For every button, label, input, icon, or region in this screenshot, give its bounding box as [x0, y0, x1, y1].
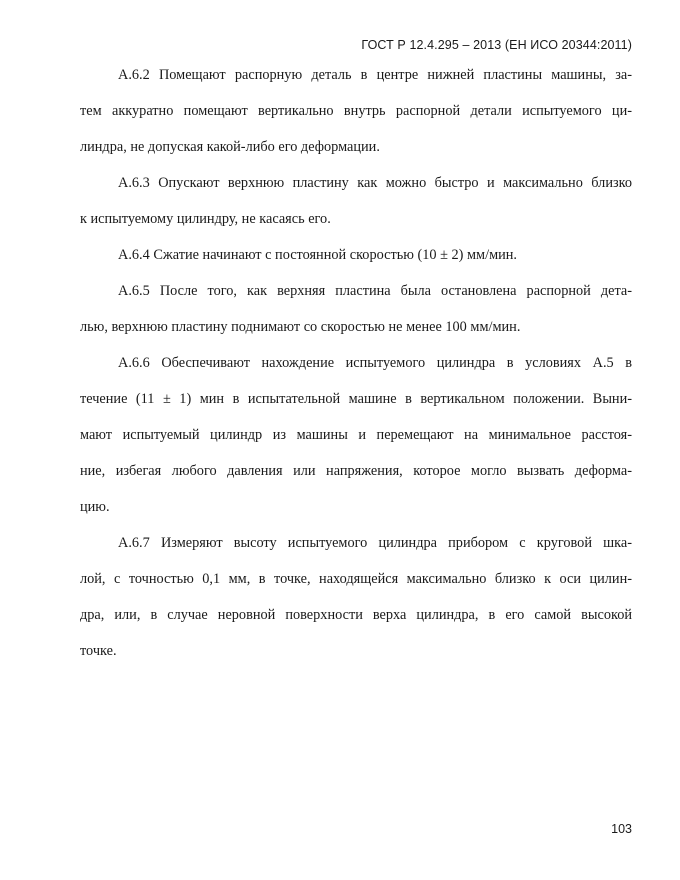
- paragraph-a67-line-4: точке.: [80, 643, 117, 659]
- paragraph-a66-line-3: мают испытуемый цилиндр из машины и перемещают на минимальное расстоя-: [80, 427, 632, 443]
- paragraph-a67-line-2: лой, с точностью 0,1 мм, в точке, находящейся максимально близко к оси цилин-: [80, 571, 632, 587]
- paragraph-a62-line-3: линдра, не допуская какой-либо его деформации.: [80, 139, 380, 155]
- paragraph-a66-line-5: цию.: [80, 499, 110, 515]
- paragraph-a62-line-2: тем аккуратно помещают вертикально внутрь распорной детали испытуемого ци-: [80, 103, 632, 119]
- paragraph-a66-line-2: течение (11 ± 1) мин в испытательной машине в вертикальном положении. Выни-: [80, 391, 632, 407]
- page-number: 103: [611, 822, 632, 836]
- paragraph-a63-line-2: к испытуемому цилиндру, не касаясь его.: [80, 211, 331, 227]
- paragraph-a64-line-1: А.6.4 Сжатие начинают с постоянной скоростью (10 ± 2) мм/мин.: [118, 247, 517, 263]
- paragraph-a62-line-1: А.6.2 Помещают распорную деталь в центре нижней пластины машины, за-: [118, 67, 632, 83]
- body-text: [80, 62, 632, 674]
- paragraph-a67-line-3: дра, или, в случае неровной поверхности верха цилиндра, в его самой высокой: [80, 607, 632, 623]
- page-header: ГОСТ Р 12.4.295 – 2013 (ЕН ИСО 20344:2011): [361, 38, 632, 52]
- paragraph-a66-line-4: ние, избегая любого давления или напряжения, которое могло вызвать деформа-: [80, 463, 632, 479]
- paragraph-a63-line-1: А.6.3 Опускают верхнюю пластину как можно быстро и максимально близко: [118, 175, 632, 191]
- paragraph-a66-line-1: А.6.6 Обеспечивают нахождение испытуемого цилиндра в условиях А.5 в: [118, 355, 632, 371]
- paragraph-a65-line-1: А.6.5 После того, как верхняя пластина была остановлена распорной дета-: [118, 283, 632, 299]
- paragraph-a65-line-2: лью, верхнюю пластину поднимают со скоростью не менее 100 мм/мин.: [80, 319, 521, 335]
- paragraph-a67-line-1: А.6.7 Измеряют высоту испытуемого цилиндра прибором с круговой шка-: [118, 535, 632, 551]
